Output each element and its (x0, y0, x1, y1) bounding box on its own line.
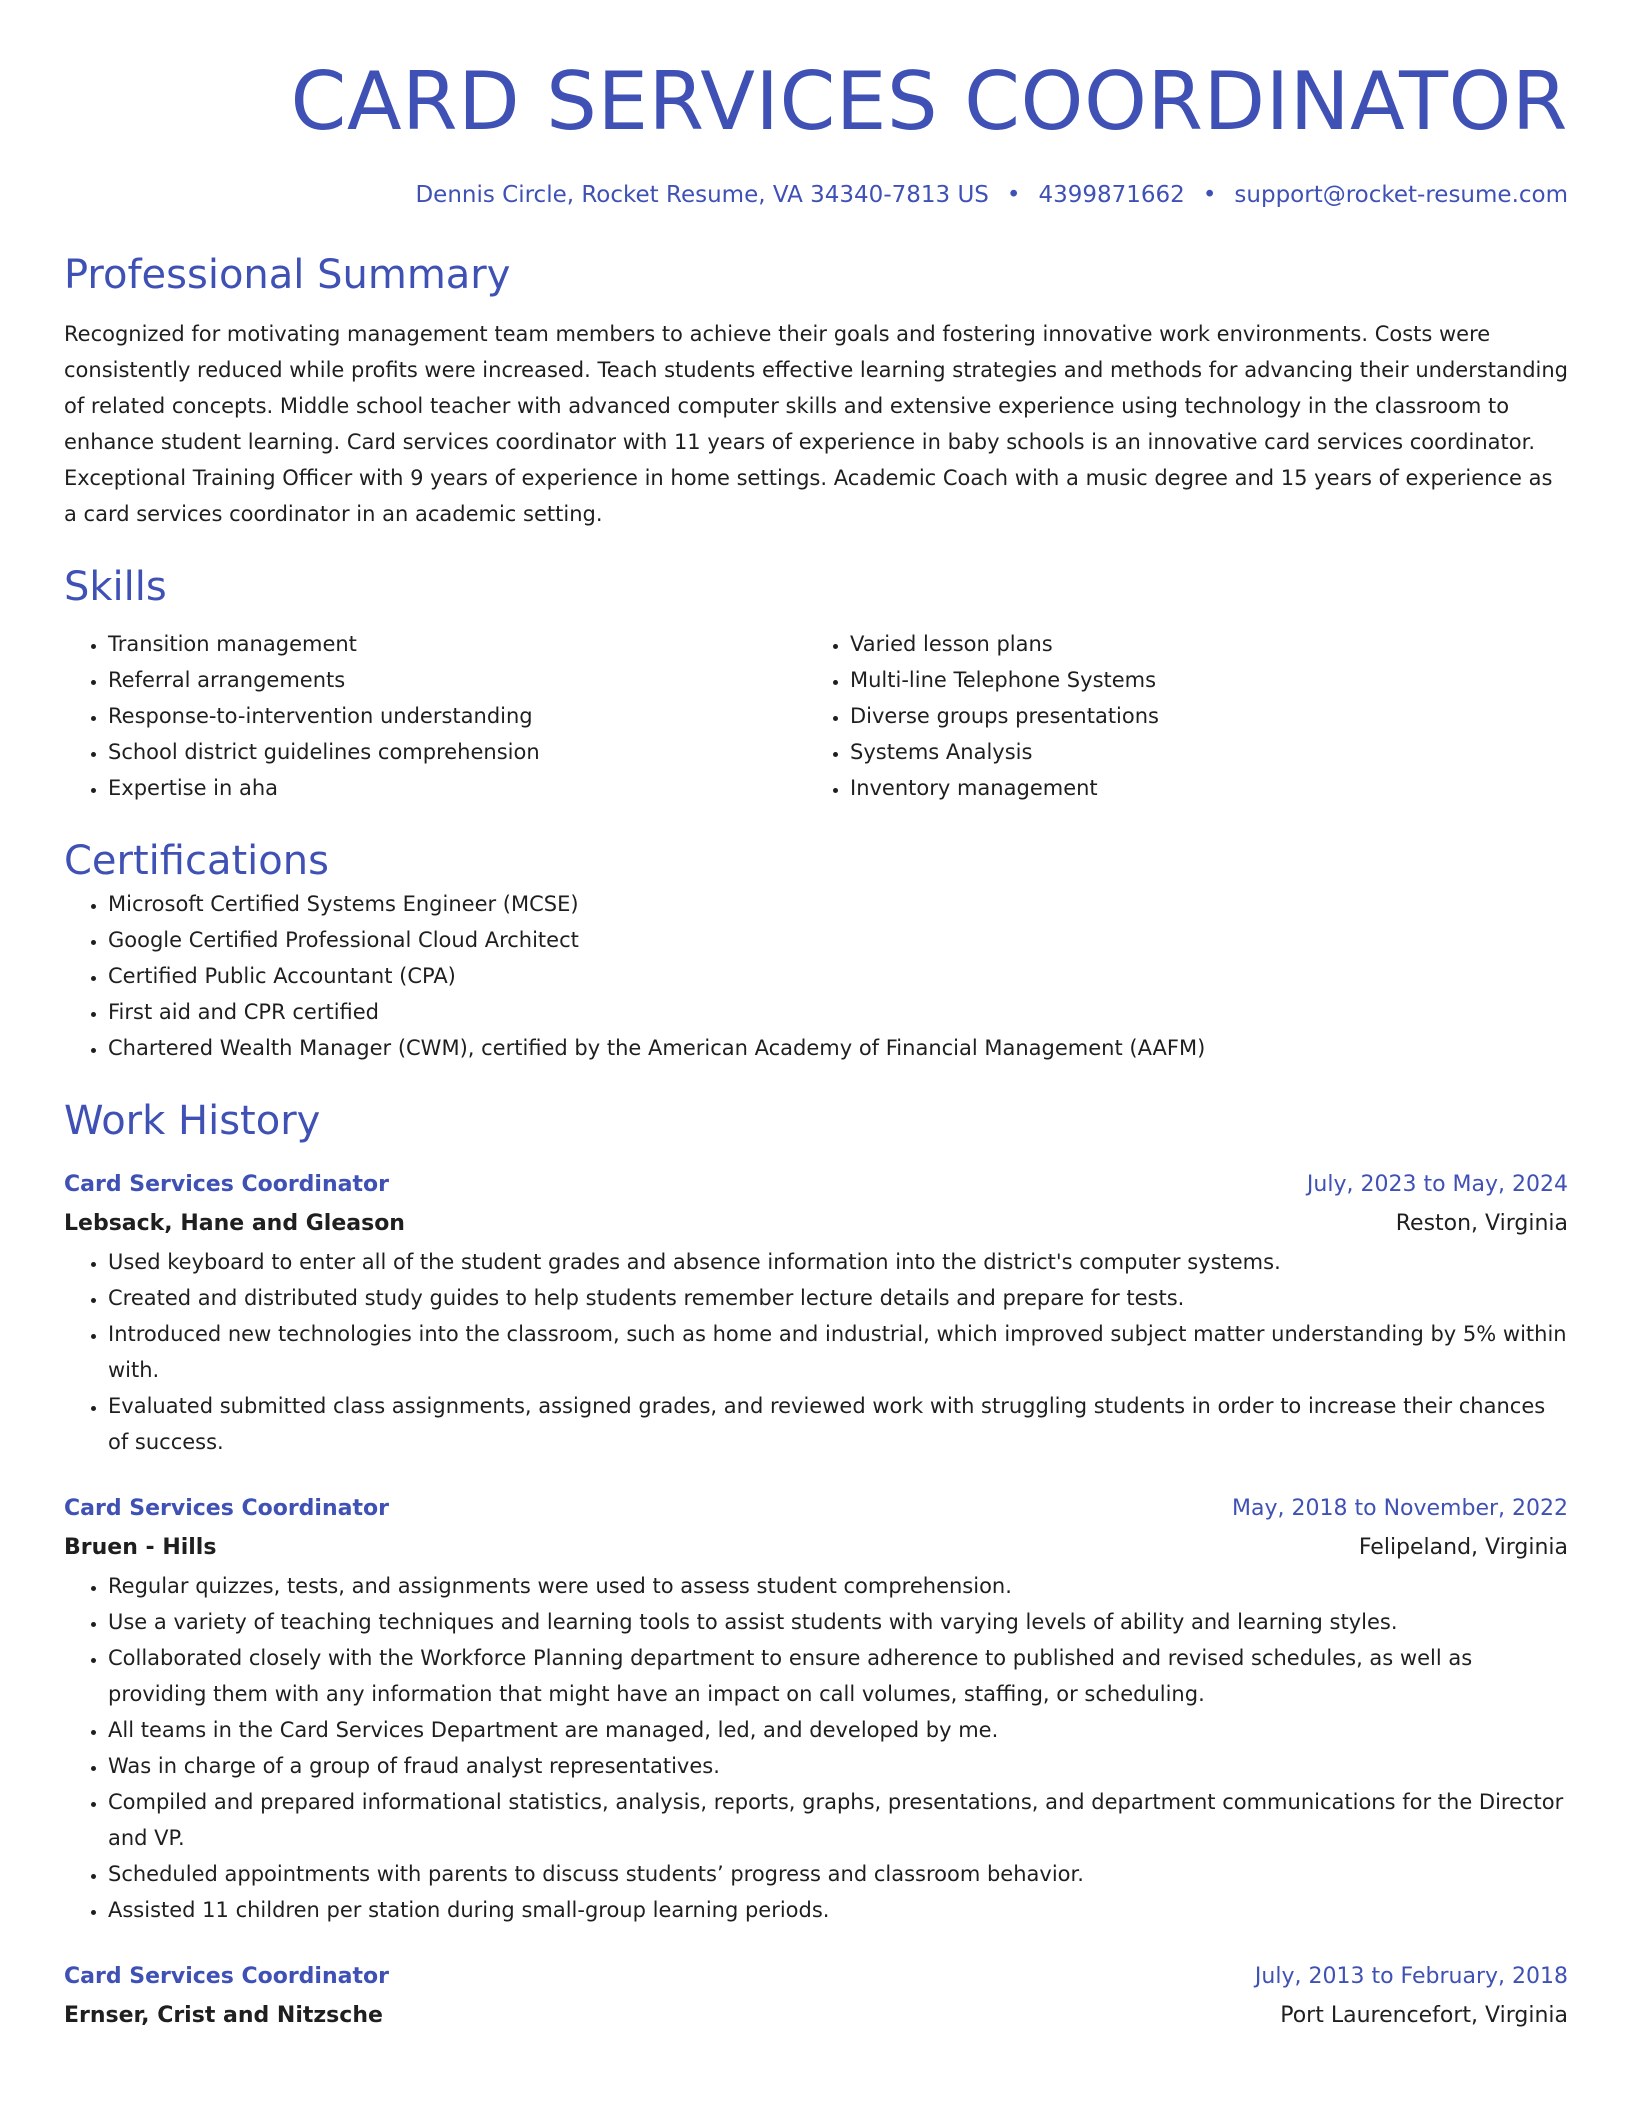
job-dates: July, 2013 to February, 2018 (1254, 1964, 1568, 1989)
skills-section (64, 562, 1568, 806)
contact-phone: 4399871662 (1038, 182, 1185, 208)
job-bullet: • Compiled and prepared informational statistics, analysis, reports, graphs, presentations, and department communications for the Director and VP. (108, 1784, 1568, 1856)
skill-item: • Referral arrangements (108, 662, 806, 698)
job-bullet: • Regular quizzes, tests, and assignments were used to assess student comprehension. (108, 1568, 1568, 1604)
work-history-section (64, 1096, 1568, 2036)
skill-item: • Diverse groups presentations (850, 698, 1568, 734)
job-location: Port Laurencefort, Virginia (1280, 2003, 1568, 2028)
resume-header (64, 0, 1568, 210)
job-entry (64, 1490, 1568, 1928)
certification-item: • First aid and CPR certified (108, 994, 1568, 1030)
job-bullet: • Scheduled appointments with parents to discuss students’ progress and classroom behavior. (108, 1856, 1568, 1892)
job-bullet: • Assisted 11 children per station during small-group learning periods. (108, 1892, 1568, 1928)
skills-grid (64, 626, 1568, 806)
job-company: Bruen - Hills (64, 1535, 217, 1560)
certification-item: • Chartered Wealth Manager (CWM), certified by the American Academy of Financial Management (AAFM) (108, 1030, 1568, 1066)
job-bullets (64, 1568, 1568, 1928)
summary-text: Recognized for motivating management team members to achieve their goals and fostering innovative work environments. Costs were consistently reduced while profits were increased. Teach students effective learning strategies and methods for advancing their understanding of related concepts. Middle school teacher with advanced computer skills and extensive experience using technology in the classroom to enhance student learning. Card services coordinator with 11 years of experience in baby schools is an innovative card services coordinator. Exceptional Training Officer with 9 years of experience in home settings. Academic Coach with a music degree and 15 years of experience as a card services coordinator in an academic setting. (64, 322, 1569, 526)
job-location: Felipeland, Virginia (1358, 1535, 1568, 1560)
summary-heading: Professional Summary (64, 252, 511, 298)
job-bullet: • Use a variety of teaching techniques and learning tools to assist students with varying levels of ability and learning styles. (108, 1604, 1568, 1640)
job-title: Card Services Coordinator (64, 1496, 389, 1521)
contact-address: Dennis Circle, Rocket Resume, VA 34340-7813 US (415, 182, 989, 208)
job-company-row (64, 1204, 1568, 1244)
certification-item: • Google Certified Professional Cloud Architect (108, 922, 1568, 958)
resume-name: CARD SERVICES COORDINATOR (290, 55, 1568, 148)
job-bullet: • Collaborated closely with the Workforce Planning department to ensure adherence to published and revised schedules, as well as providing them with any information that might have an impact on call volumes, staffing, or scheduling. (108, 1640, 1568, 1712)
job-location: Reston, Virginia (1395, 1211, 1568, 1236)
job-dates: May, 2018 to November, 2022 (1232, 1496, 1568, 1521)
certifications-heading: Certifications (64, 838, 329, 884)
skills-list-right (806, 626, 1568, 806)
skill-item: • Expertise in aha (108, 770, 806, 806)
skills-heading: Skills (64, 564, 167, 610)
job-company: Lebsack, Hane and Gleason (64, 1211, 405, 1236)
skills-list-left (64, 626, 806, 806)
work-history-heading: Work History (64, 1098, 321, 1144)
skill-item: • Inventory management (850, 770, 1568, 806)
job-entry (64, 1166, 1568, 1460)
skill-item: • Varied lesson plans (850, 626, 1568, 662)
job-title-row (64, 1490, 1568, 1528)
job-title: Card Services Coordinator (64, 1964, 389, 1989)
job-company: Ernser, Crist and Nitzsche (64, 2003, 383, 2028)
job-bullet: • Evaluated submitted class assignments, assigned grades, and reviewed work with struggling students in order to increase their chances of success. (108, 1388, 1568, 1460)
job-company-row (64, 1996, 1568, 2036)
job-title-row (64, 1166, 1568, 1204)
job-bullet: • Introduced new technologies into the classroom, such as home and industrial, which improved subject matter understanding by 5% within with. (108, 1316, 1568, 1388)
job-company-row (64, 1528, 1568, 1568)
skill-item: • Multi-line Telephone Systems (850, 662, 1568, 698)
contact-line (64, 180, 1568, 210)
job-entry (64, 1958, 1568, 2036)
certification-item: • Certified Public Accountant (CPA) (108, 958, 1568, 994)
certifications-section (64, 836, 1568, 1066)
contact-separator: • (1006, 182, 1021, 208)
certifications-list (64, 886, 1568, 1066)
contact-email[interactable]: support@rocket-resume.com (1234, 182, 1568, 208)
contact-separator: • (1202, 182, 1217, 208)
summary-section (64, 250, 1568, 532)
job-bullet: • Created and distributed study guides to help students remember lecture details and prepare for tests. (108, 1280, 1568, 1316)
skill-item: • Systems Analysis (850, 734, 1568, 770)
job-bullet: • All teams in the Card Services Department are managed, led, and developed by me. (108, 1712, 1568, 1748)
job-dates: July, 2023 to May, 2024 (1306, 1172, 1568, 1197)
skill-item: • School district guidelines comprehension (108, 734, 806, 770)
job-title: Card Services Coordinator (64, 1172, 389, 1197)
job-bullet: • Used keyboard to enter all of the student grades and absence information into the district's computer systems. (108, 1244, 1568, 1280)
job-bullets (64, 1244, 1568, 1460)
job-bullet: • Was in charge of a group of fraud analyst representatives. (108, 1748, 1568, 1784)
certification-item: • Microsoft Certified Systems Engineer (MCSE) (108, 886, 1568, 922)
skill-item: • Response-to-intervention understanding (108, 698, 806, 734)
job-title-row (64, 1958, 1568, 1996)
skill-item: • Transition management (108, 626, 806, 662)
